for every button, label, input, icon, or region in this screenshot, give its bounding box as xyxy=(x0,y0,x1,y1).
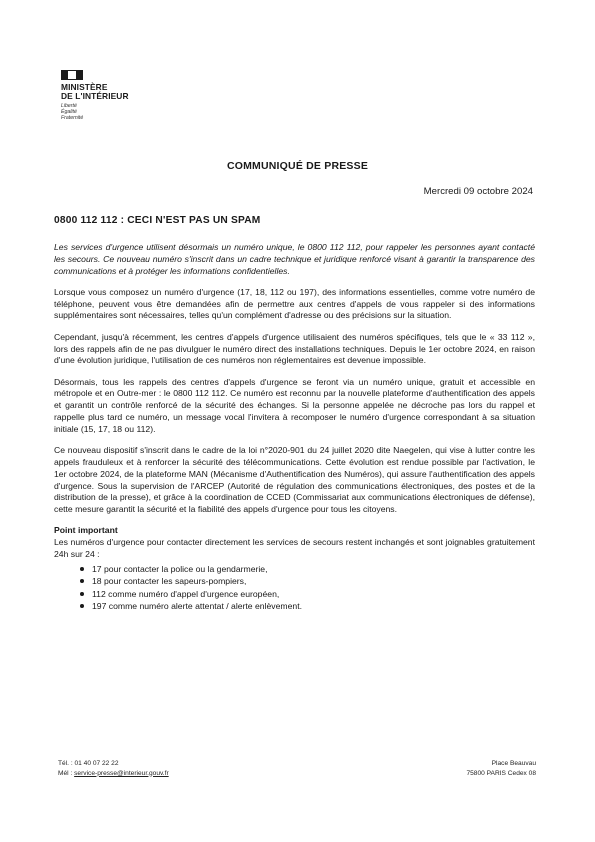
footer-contact xyxy=(58,759,169,778)
lead-paragraph: Les services d'urgence utilisent désormais un numéro unique, le 0800 112 112, pour rappeler les personnes ayant contacté les secours. Ce nouveau numéro s'inscrit dans un cadre technique et juridique renforcé visant à garantir la transparence des communications et à protéger les informations confidentielles. xyxy=(54,242,535,276)
republic-motto xyxy=(61,103,151,122)
footer-phone: Tél. : 01 40 07 22 22 xyxy=(58,760,119,767)
release-date: Mercredi 09 octobre 2024 xyxy=(423,186,533,197)
motto-line2: Égalité xyxy=(61,109,77,116)
footer-address-line2: 75800 PARIS Cedex 08 xyxy=(466,769,536,777)
motto-line1: Liberté xyxy=(61,103,77,109)
bullet-icon xyxy=(80,567,84,571)
paragraph-1: Lorsque vous composez un numéro d'urgence (17, 18, 112 ou 197), des informations essentielles, comme votre numéro de téléphone, peuvent vous être demandées afin de permettre aux centres d'appels de vous rappeler si des informations supplémentaires sont nécessaires, telles qu'un complément d'adresse ou des précisions sur la situation. xyxy=(54,286,535,321)
footer-address-line1: Place Beauvau xyxy=(491,760,536,767)
paragraph-2: Cependant, jusqu'à récemment, les centres d'appels d'urgence utilisaient des numéros spécifiques, tels que le « 33 112 », lors des rappels afin de ne pas divulguer le numéro direct des installations techniques. Depuis le 1er octobre 2024, en raison d'une évolution juridique, l'utilisation de ces numéros non réglementaires est devenue impossible. xyxy=(54,331,535,366)
press-title: COMMUNIQUÉ DE PRESSE xyxy=(226,160,369,172)
list-item xyxy=(80,600,535,613)
marianne-flag-icon xyxy=(61,70,83,80)
headline: 0800 112 112 : CECI N'EST PAS UN SPAM xyxy=(54,215,261,226)
point-important-intro: Les numéros d'urgence pour contacter directement les services de secours restent inchangés et sont joignables gratuitement 24h sur 24 : xyxy=(54,537,535,560)
press-title-block xyxy=(0,160,595,172)
body-text xyxy=(54,242,535,613)
list-item xyxy=(80,563,535,576)
list-item-text: 17 pour contacter la police ou la gendarmerie, xyxy=(92,563,268,574)
list-item-text: 197 comme numéro alerte attentat / alerte enlèvement. xyxy=(92,601,302,612)
point-important-title: Point important xyxy=(54,525,118,536)
footer-mail-line xyxy=(58,769,169,779)
bullet-icon xyxy=(80,604,84,608)
bullet-icon xyxy=(80,579,84,583)
emergency-numbers-list xyxy=(54,563,535,613)
footer-mail-label: Mél : xyxy=(58,769,75,777)
ministry-name xyxy=(61,83,151,101)
list-item-text: 112 comme numéro d'appel d'urgence européen, xyxy=(92,588,280,599)
list-item xyxy=(80,588,535,601)
list-item xyxy=(80,575,535,588)
ministry-line1: MINISTÈRE xyxy=(61,82,108,92)
paragraph-3: Désormais, tous les rappels des centres d'appels d'urgence se feront via un numéro unique, gratuit et accessible en métropole et en Outre-mer : le 0800 112 112. Ce numéro est reconnu par la nouvelle plateforme d'authentification des appels et garantit un contrôle renforcé de la sécurité des échanges. Si la personne appelée ne décroche pas lors du rappel et rappelle plus tard ce numéro, un message vocal l'invitera à recomposer le numéro d'urgence correspondant à sa situation initiale (15, 17, 18 ou 112). xyxy=(54,376,535,434)
footer-address xyxy=(466,759,536,778)
ministry-logo xyxy=(61,70,151,122)
motto-line3: Fraternité xyxy=(61,115,84,122)
bullet-icon xyxy=(80,592,84,596)
paragraph-4: Ce nouveau dispositif s'inscrit dans le cadre de la loi n°2020-901 du 24 juillet 2020 dite Naegelen, qui vise à lutter contre les appels frauduleux et à renforcer la sécurité des télécommunications. Cette évolution est rendue possible par l'activation, le 1er octobre 2024, de la plateforme MAN (Mécanisme d'Authentification des Numéros), qui assure l'authentification des appels d'urgence. Sous la supervision de l'ARCEP (Autorité de régulation des communications électroniques, des postes et de la distribution de la presse), et grâce à la coordination de CCED (Commissariat aux communications électroniques de défense), cette mesure garantit la sécurité et la fiabilité des appels d'urgence pour tous les citoyens. xyxy=(54,445,535,515)
ministry-line2: DE L'INTÉRIEUR xyxy=(61,91,129,101)
list-item-text: 18 pour contacter les sapeurs-pompiers, xyxy=(92,576,247,587)
press-email-link[interactable]: service-presse@interieur.gouv.fr xyxy=(74,769,169,777)
